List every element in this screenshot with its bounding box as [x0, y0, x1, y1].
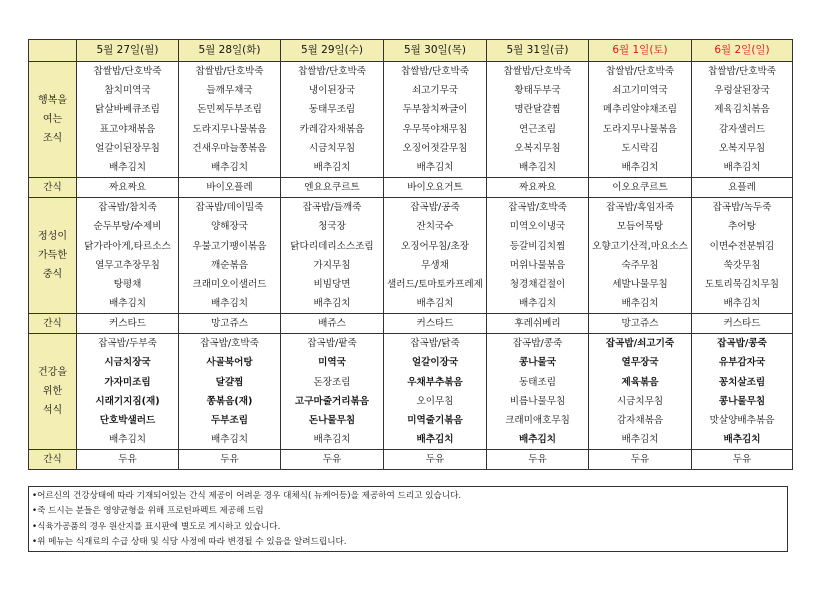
menu-item: 카레감자채볶음 — [299, 123, 365, 135]
menu-item: 동태조림 — [518, 376, 557, 388]
menu-item: 배추김치 — [313, 434, 351, 446]
snack-cell: 엔요요쿠르트 — [281, 178, 384, 198]
menu-item: 모듬어묵탕 — [616, 221, 664, 233]
menu-item: 두부참치짜글이 — [402, 104, 468, 116]
menu-item: 콩나물국 — [518, 357, 557, 369]
date-header: 6월 2일(일) — [692, 40, 793, 62]
menu-item: 감자샐러드 — [718, 123, 766, 135]
menu-item: 닭살바베큐조림 — [95, 104, 160, 116]
menu-item: 가지무침 — [313, 259, 351, 271]
snack-cell: 짜요짜요 — [487, 178, 589, 198]
snack-cell: 커스타드 — [692, 314, 793, 334]
menu-item: 도라지무나물볶음 — [602, 123, 678, 135]
snack-cell: 두유 — [77, 450, 179, 470]
snack-cell: 후레쉬베리 — [487, 314, 589, 334]
menu-item: 오복지무침 — [718, 142, 766, 154]
menu-item: 달걀찜 — [215, 376, 244, 388]
menu-item: 찹쌀밥/단호박죽 — [605, 66, 675, 77]
menu-item: 콩나물무침 — [718, 395, 766, 407]
menu-item: 오징어젓갈무침 — [402, 142, 468, 154]
menu-item: 샐러드/토마토카프레제 — [387, 278, 483, 290]
menu-item: 돈나물무침 — [308, 415, 356, 426]
menu-item: 순두부탕/수제비 — [93, 221, 162, 233]
menu-item: 돈장조림 — [313, 376, 351, 388]
menu-item: 닭가라아게,타르소스 — [84, 240, 171, 252]
meal-cell — [589, 198, 692, 314]
menu-item: 찹쌀밥/단호박죽 — [195, 66, 264, 77]
meal-cell — [281, 198, 384, 314]
menu-item: 동태무조림 — [308, 104, 356, 116]
snack-cell: 두유 — [692, 450, 793, 470]
snack-cell: 두유 — [281, 450, 384, 470]
menu-item: 미역오이냉국 — [509, 221, 566, 233]
menu-item: 메추리알야채조림 — [602, 104, 678, 116]
menu-item: 명란달걀찜 — [514, 104, 561, 116]
menu-item: 시금치무침 — [616, 395, 664, 407]
menu-item: 탕평채 — [113, 278, 142, 290]
menu-item: 잡곡밥/호박죽 — [200, 338, 259, 350]
menu-item: 건새우마늘쫑볶음 — [192, 142, 267, 154]
menu-item: 찹쌀밥/단호박죽 — [93, 66, 162, 77]
meal-cell — [281, 334, 384, 450]
menu-item: 오징어무침/초장 — [400, 240, 470, 252]
meal-cell — [487, 198, 589, 314]
menu-item: 오이무침 — [416, 395, 454, 407]
menu-item: 닭다리데리소스조림 — [290, 240, 374, 252]
notes-box — [28, 486, 788, 552]
menu-item: 제육볶음 — [621, 376, 659, 388]
menu-item: 배추김치 — [108, 434, 147, 446]
meal-cell — [692, 62, 793, 178]
meal-cell — [179, 62, 281, 178]
menu-item: 머위나물볶음 — [509, 259, 566, 271]
menu-item: 도라지무나물볶음 — [192, 123, 267, 135]
date-header: 5월 31일(금) — [487, 40, 589, 62]
menu-item: 배추김치 — [621, 434, 659, 446]
menu-item: 제육김치볶음 — [714, 104, 770, 116]
snack-cell: 바이오요거트 — [384, 178, 487, 198]
note-line: •위 메뉴는 식재료의 수급 상태 및 식당 사정에 따라 변경될 수 있음을 알려드립니다. — [32, 536, 347, 547]
menu-item: 쑥갓무침 — [723, 259, 761, 271]
snack-cell: 두유 — [179, 450, 281, 470]
snack-cell: 망고쥬스 — [179, 314, 281, 334]
menu-item: 도토리묵김치무침 — [704, 278, 780, 290]
menu-item: 잡곡밥/쇠고기죽 — [605, 338, 675, 350]
weekly-menu-table — [28, 39, 793, 470]
meal-cell — [384, 198, 487, 314]
menu-item: 연근조림 — [518, 123, 557, 135]
menu-item: 두부조림 — [210, 415, 249, 426]
menu-item: 쇠고기무국 — [411, 85, 459, 97]
menu-item: 배추김치 — [416, 161, 454, 173]
menu-item: 사골북어탕 — [206, 357, 253, 369]
meal-label: 정성이 가득한 중식 — [29, 198, 77, 314]
menu-item: 찹쌀밥/단호박죽 — [707, 66, 777, 77]
menu-item: 우렁살된장국 — [714, 85, 770, 97]
meal-label: 행복을 여는 조식 — [29, 62, 77, 178]
snack-cell: 바이오플레 — [179, 178, 281, 198]
menu-item: 잡곡밥/공죽 — [410, 202, 460, 214]
menu-item: 맛살양배추볶음 — [709, 415, 775, 426]
menu-item: 감자채볶음 — [616, 415, 664, 426]
date-header-row — [29, 40, 793, 62]
meal-cell — [589, 62, 692, 178]
meal-cell — [77, 62, 179, 178]
menu-item: 잡곡밥/두부죽 — [98, 338, 157, 350]
menu-item: 시래기지짐(재) — [95, 395, 160, 407]
menu-item: 무생채 — [421, 259, 449, 271]
menu-item: 냉이된장국 — [308, 85, 356, 97]
snack-cell: 두유 — [384, 450, 487, 470]
meal-cell — [692, 334, 793, 450]
date-header: 5월 27일(월) — [77, 40, 179, 62]
menu-item: 잡곡밥/녹두죽 — [712, 202, 772, 214]
menu-item: 배추김치 — [210, 161, 249, 173]
date-header: 6월 1일(토) — [589, 40, 692, 62]
menu-item: 가자미조림 — [104, 376, 151, 388]
menu-item: 열무장국 — [621, 357, 659, 369]
note-line: •죽 드시는 분들은 영양균형을 위해 프로틴파펙트 제공해 드림 — [32, 506, 264, 517]
date-header: 5월 30일(목) — [384, 40, 487, 62]
menu-item: 잡곡밥/콩죽 — [512, 338, 563, 350]
snack-cell: 두유 — [487, 450, 589, 470]
menu-item: 청국장 — [318, 221, 346, 233]
menu-item: 배추김치 — [210, 434, 249, 446]
menu-item: 단호박샐러드 — [99, 415, 156, 426]
menu-item: 배추김치 — [723, 434, 761, 446]
menu-item: 배추김치 — [723, 161, 761, 173]
menu-item: 배추김치 — [416, 434, 454, 446]
date-header: 5월 29일(수) — [281, 40, 384, 62]
menu-item: 배추김치 — [416, 298, 454, 310]
meal-row — [29, 62, 793, 178]
snack-row — [29, 314, 793, 334]
menu-item: 비름나물무침 — [509, 395, 566, 407]
menu-item: 등갈비김치찜 — [509, 240, 566, 252]
meal-cell — [77, 334, 179, 450]
menu-item: 잡곡밥/참치죽 — [98, 202, 157, 214]
header-corner — [29, 40, 77, 62]
menu-item: 꽁치살조림 — [718, 376, 766, 388]
menu-item: 배추김치 — [108, 161, 147, 173]
menu-item: 얼갈이장국 — [411, 357, 459, 369]
menu-item: 크래미오이샐러드 — [192, 278, 267, 290]
menu-item: 비빔당면 — [313, 278, 351, 290]
menu-item: 우채부추볶음 — [407, 376, 463, 388]
meal-label: 건강을 위한 석식 — [29, 334, 77, 450]
meal-cell — [384, 334, 487, 450]
menu-item: 참치미역국 — [104, 85, 151, 97]
date-header: 5월 28일(화) — [179, 40, 281, 62]
menu-item: 배추김치 — [518, 298, 557, 310]
meal-cell — [179, 198, 281, 314]
meal-row — [29, 334, 793, 450]
menu-item: 우불고기팽이볶음 — [192, 240, 267, 252]
snack-cell: 요플레 — [692, 178, 793, 198]
snack-cell: 커스타드 — [384, 314, 487, 334]
menu-item: 배추김치 — [210, 298, 249, 310]
menu-item: 들깨무채국 — [206, 85, 253, 97]
menu-item: 얼갈이된장무침 — [95, 142, 160, 154]
meal-cell — [281, 62, 384, 178]
meal-row — [29, 198, 793, 314]
menu-item: 도시락김 — [621, 142, 659, 154]
note-line: •식육가공품의 경우 원산지를 표시판에 별도로 게시하고 있습니다. — [32, 521, 281, 532]
meal-cell — [179, 334, 281, 450]
menu-item: 세발나물무침 — [612, 278, 668, 290]
menu-item: 찹쌀밥/단호박죽 — [400, 66, 470, 77]
snack-cell: 이오요쿠르트 — [589, 178, 692, 198]
menu-item: 열무고추장무침 — [95, 259, 160, 271]
menu-body — [29, 62, 793, 470]
menu-item: 오향고기산적,마요소스 — [592, 240, 688, 252]
menu-item: 배추김치 — [723, 298, 761, 310]
snack-cell: 배쥬스 — [281, 314, 384, 334]
menu-item: 잡곡밥/호박죽 — [508, 202, 567, 214]
snack-label: 간식 — [29, 314, 77, 334]
menu-item: 잡곡밥/흑임자죽 — [605, 202, 675, 214]
menu-item: 돈민찌두부조림 — [197, 104, 262, 116]
menu-item: 추어탕 — [728, 221, 756, 233]
menu-item: 배추김치 — [621, 161, 659, 173]
menu-item: 잡곡밥/콩죽 — [717, 338, 767, 350]
menu-item: 배추김치 — [621, 298, 659, 310]
menu-item: 쫑볶음(재) — [206, 395, 253, 407]
menu-item: 숙주무침 — [621, 259, 659, 271]
snack-cell: 커스타드 — [77, 314, 179, 334]
menu-item: 황태두부국 — [514, 85, 561, 97]
menu-item: 잡곡밥/팥죽 — [307, 338, 357, 350]
menu-item: 시금치무침 — [308, 142, 356, 154]
snack-label: 간식 — [29, 450, 77, 470]
meal-cell — [77, 198, 179, 314]
meal-cell — [487, 62, 589, 178]
menu-item: 청경채겉절이 — [509, 278, 566, 290]
menu-item: 배추김치 — [313, 161, 351, 173]
menu-item: 찹쌀밥/단호박죽 — [503, 66, 572, 77]
menu-item: 깨순볶음 — [210, 259, 249, 271]
snack-label: 간식 — [29, 178, 77, 198]
menu-item: 양해장국 — [210, 221, 249, 233]
menu-item: 잡곡밥/닭죽 — [410, 338, 460, 350]
menu-item: 배추김치 — [313, 298, 351, 310]
menu-item: 시금치장국 — [104, 357, 151, 369]
menu-item: 이면수전분튀김 — [709, 240, 775, 252]
menu-item: 쇠고기미역국 — [612, 85, 668, 97]
menu-item: 배추김치 — [108, 298, 147, 310]
meal-cell — [384, 62, 487, 178]
menu-item: 미역국 — [318, 357, 346, 369]
meal-cell — [589, 334, 692, 450]
menu-item: 잡곡밥/데이밀죽 — [195, 202, 264, 214]
menu-item: 우무묵야채무침 — [402, 123, 468, 135]
menu-item: 고구마줄거리볶음 — [294, 395, 370, 407]
snack-cell: 짜요짜요 — [77, 178, 179, 198]
snack-cell: 망고쥬스 — [589, 314, 692, 334]
snack-row — [29, 178, 793, 198]
menu-item: 크래미애호무침 — [505, 415, 570, 426]
note-line: •어르신의 건강상태에 따라 기재되어있는 간식 제공이 어려운 경우 대체식( 뉴케어등)을 제공하여 드리고 있습니다. — [32, 491, 462, 501]
meal-cell — [692, 198, 793, 314]
menu-item: 유부감자국 — [718, 357, 766, 369]
menu-item: 미역줄기볶음 — [407, 415, 463, 426]
snack-cell: 두유 — [589, 450, 692, 470]
menu-item: 찹쌀밥/단호박죽 — [297, 66, 367, 77]
menu-item: 잡곡밥/들깨죽 — [302, 202, 362, 214]
menu-item: 배추김치 — [518, 161, 557, 173]
menu-item: 표고야채볶음 — [99, 123, 156, 135]
meal-cell — [487, 334, 589, 450]
snack-row — [29, 450, 793, 470]
menu-item: 오복지무침 — [514, 142, 561, 154]
menu-item: 잔치국수 — [416, 221, 454, 233]
menu-item: 배추김치 — [518, 434, 557, 446]
